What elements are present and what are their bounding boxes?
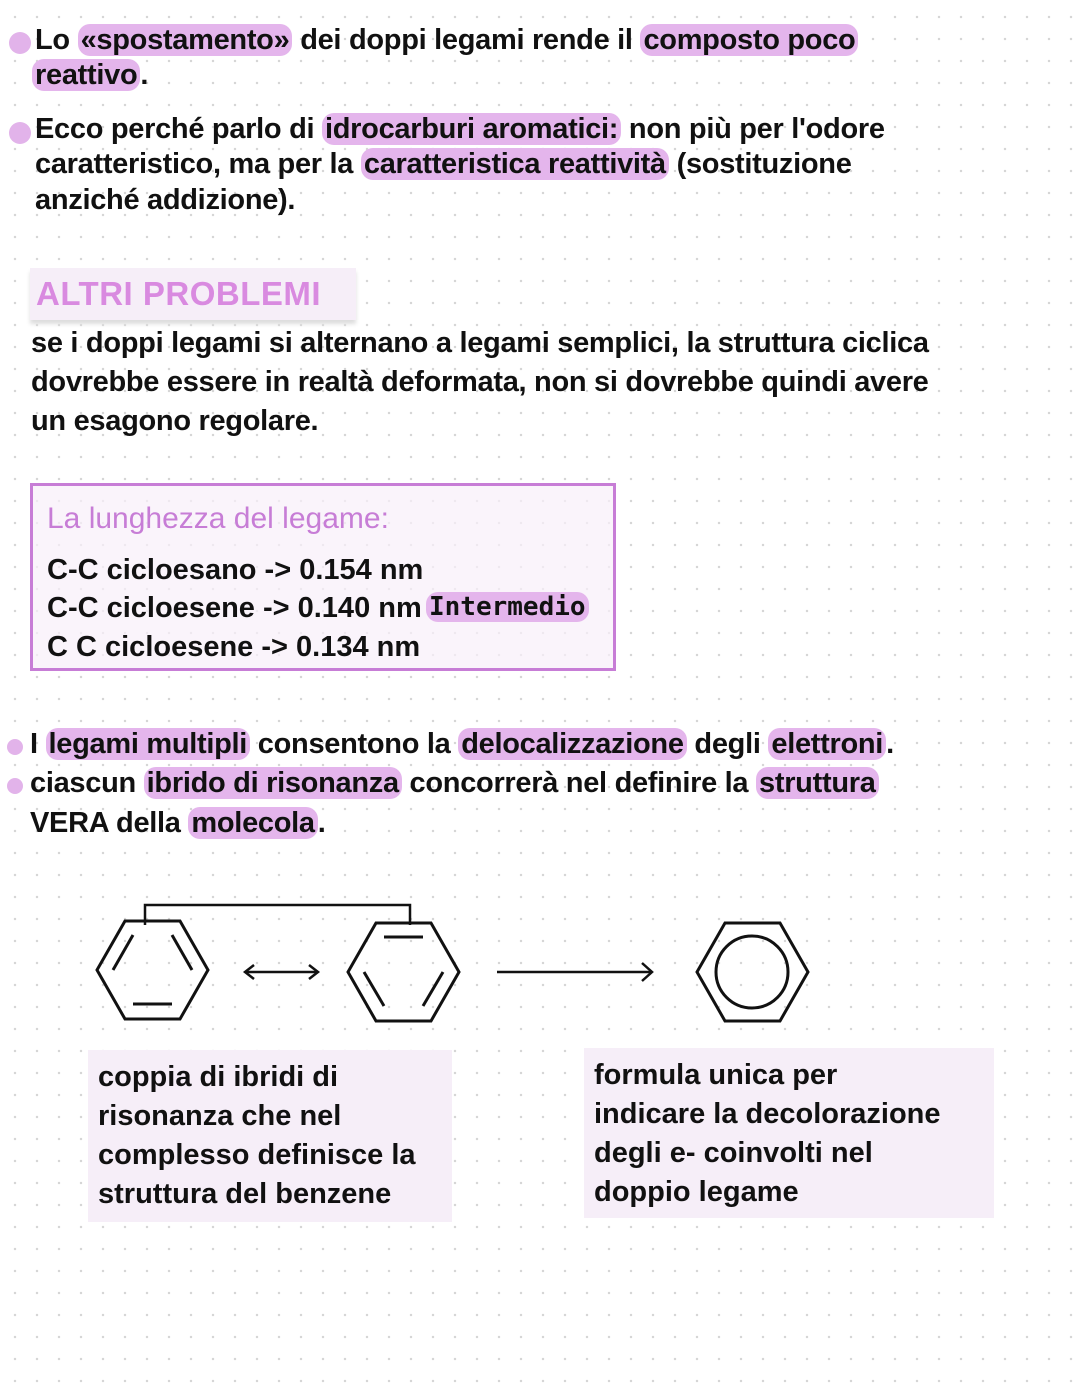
text: concorrerà nel definire la: [401, 767, 757, 799]
text: ciascun: [30, 767, 144, 799]
highlight: ibrido di risonanza: [144, 767, 402, 799]
bond-row: C-C cicloesene -> 0.140 nm: [47, 592, 422, 624]
text: Ecco perché parlo di: [35, 113, 323, 145]
text: caratteristico, ma per la: [35, 148, 361, 180]
highlight: idrocarburi aromatici:: [322, 113, 621, 145]
text: consentono la: [250, 728, 459, 760]
text: dei doppi legami rende il: [292, 24, 641, 56]
resonance-bracket: [145, 905, 410, 925]
text: (sostituzione: [668, 148, 852, 180]
benzene-delocalized: [697, 923, 808, 1021]
text: .: [140, 59, 149, 91]
caption-line: formula unica per: [594, 1059, 838, 1091]
text: .: [317, 807, 326, 839]
bond-row: C-C cicloesano -> 0.154 nm: [47, 554, 424, 586]
text: degli: [686, 728, 769, 760]
intermediate-badge: Intermedio: [426, 592, 589, 622]
arrow-icon: [497, 963, 652, 981]
caption-line: doppio legame: [594, 1176, 799, 1208]
paragraph-line: dovrebbe essere in realtà deformata, non si dovrebbe quindi avere: [31, 366, 929, 398]
highlight: «spostamento»: [78, 24, 293, 56]
bond-row: C C cicloesene -> 0.134 nm: [47, 631, 421, 663]
highlight: legami multipli: [46, 728, 251, 760]
kekule-structure-1: [97, 921, 208, 1019]
box-title: La lunghezza del legame:: [47, 502, 389, 535]
paragraph-line: un esagono regolare.: [31, 405, 319, 437]
caption-right: [584, 1048, 994, 1218]
caption-line: complesso definisce la: [98, 1139, 416, 1171]
text: I: [30, 728, 46, 760]
text: Lo: [35, 24, 78, 56]
highlight: elettroni: [768, 728, 886, 760]
section-heading: ALTRI PROBLEMI: [30, 268, 356, 320]
caption-line: coppia di ibridi di: [98, 1061, 339, 1093]
highlight: composto poco: [640, 24, 858, 56]
caption-left: [88, 1050, 452, 1222]
highlight: struttura: [756, 767, 879, 799]
text: VERA della: [30, 807, 189, 839]
highlight: reattivo: [32, 59, 140, 91]
caption-line: indicare la decolorazione: [594, 1098, 941, 1130]
caption-line: struttura del benzene: [98, 1178, 392, 1210]
highlight: caratteristica reattività: [361, 148, 669, 180]
double-arrow-icon: [245, 965, 318, 979]
text-line: anziché addizione).: [35, 184, 296, 216]
text: .: [886, 728, 894, 760]
kekule-structure-2: [348, 923, 459, 1021]
caption-line: risonanza che nel: [98, 1100, 342, 1132]
highlight: delocalizzazione: [458, 728, 686, 760]
text: non più per l'odore: [621, 113, 885, 145]
highlight: molecola: [188, 807, 317, 839]
caption-line: degli e- coinvolti nel: [594, 1137, 873, 1169]
paragraph-line: se i doppi legami si alternano a legami semplici, la struttura ciclica: [31, 327, 929, 359]
